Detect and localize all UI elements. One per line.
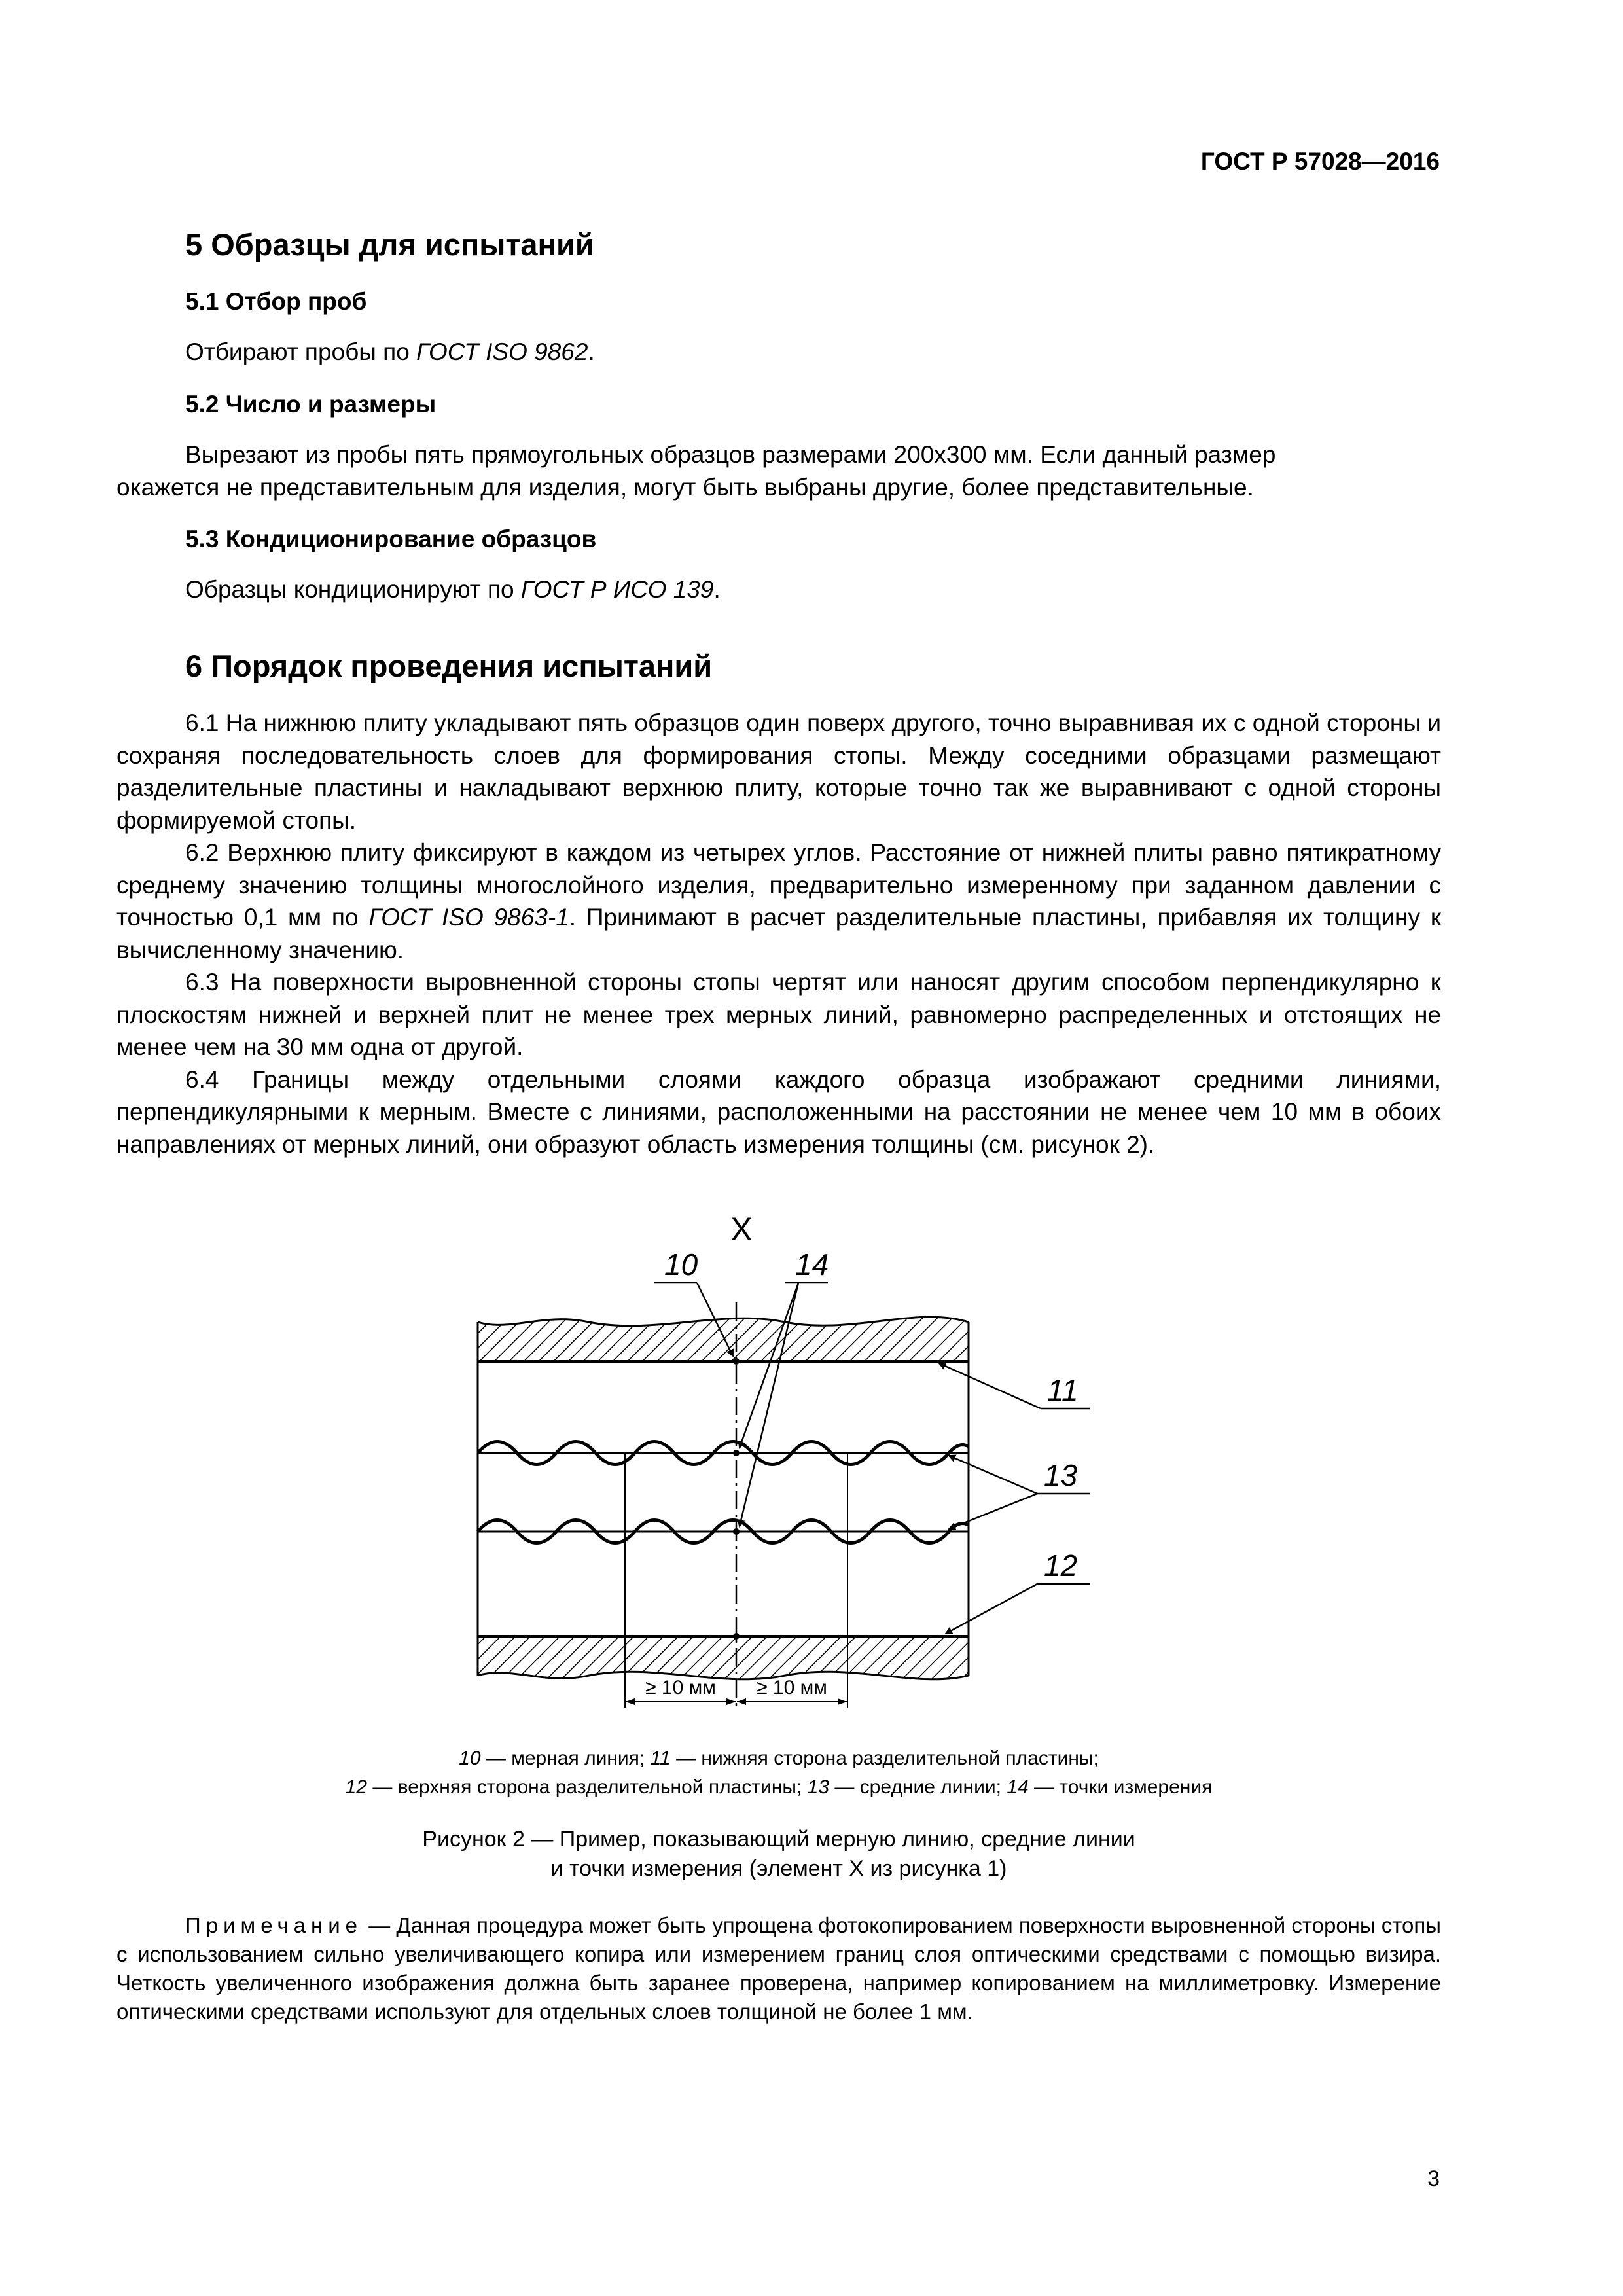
paragraph-6-1: 6.1 На нижнюю плиту укладывают пять образцов один поверх другого, точно выравнивая их с одной стороны и сохраняя последовательность слоев для формирования стопы. Между соседними образцами размещают разделительные пластины и накладывают верхнюю плиту, которые точно так же выравнивают с одной стороны формируемой стопы. bbox=[116, 709, 1441, 834]
figure-2-drawing bbox=[458, 1204, 1165, 1721]
legend-number: 13 bbox=[807, 1776, 830, 1798]
element-x-label: X bbox=[730, 1211, 753, 1247]
text-fragment: . bbox=[713, 576, 721, 603]
measurement-point bbox=[733, 1450, 740, 1456]
note-paragraph bbox=[116, 1911, 1441, 2026]
subsection-5-3-text bbox=[185, 573, 721, 605]
bottom-plate bbox=[478, 1636, 969, 1679]
callout-11: 11 bbox=[1047, 1373, 1079, 1407]
page-number: 3 bbox=[1427, 2166, 1440, 2191]
legend-text: — верхняя сторона разделительной пластины; bbox=[367, 1776, 808, 1798]
callout-13: 13 bbox=[1044, 1458, 1078, 1492]
standard-reference: ГОСТ ISO 9863-1 bbox=[368, 904, 569, 931]
figure-caption-line-2: и точки измерения (элемент X из рисунка 1) bbox=[550, 1856, 1007, 1881]
standard-code: ГОСТ Р 57028—2016 bbox=[1200, 148, 1440, 175]
measurement-point bbox=[733, 1528, 740, 1535]
paragraph-6-3: 6.3 На поверхности выровненной стороны стопы чертят или наносят другим способом перпендикулярно к плоскостям нижней и верхней плит не менее трех мерных линий, равномерно распределенных и отстоящих не менее чем на 30 мм одна от другой. bbox=[116, 969, 1441, 1060]
callout-14: 14 bbox=[795, 1247, 829, 1282]
top-plate bbox=[478, 1317, 969, 1361]
standard-reference: ГОСТ ISO 9862 bbox=[416, 338, 588, 365]
text-fragment: Образцы кондиционируют по bbox=[185, 576, 521, 603]
subsection-5-1-text bbox=[185, 336, 595, 368]
paragraph-6-4: 6.4 Границы между отдельными слоями каждого образца изображают средними линиями, перпендикулярными к мерным. Вместе с линиями, расположенными на расстоянии не менее чем 10 мм в обоих направлениях от мерных линий, они образуют область измерения толщины (см. рисунок 2). bbox=[116, 1066, 1441, 1158]
section-5-title: 5 Образцы для испытаний bbox=[185, 227, 594, 262]
leader-line bbox=[949, 1456, 1037, 1494]
legend-text: — нижняя сторона разделительной пластины; bbox=[670, 1748, 1099, 1769]
section-6-title: 6 Порядок проведения испытаний bbox=[185, 649, 713, 683]
text-fragment: . bbox=[588, 338, 595, 365]
subsection-5-1-title: 5.1 Отбор проб bbox=[185, 288, 367, 315]
legend-number: 14 bbox=[1007, 1776, 1029, 1798]
legend-number: 10 bbox=[459, 1748, 481, 1769]
subsection-5-2-line1: Вырезают из пробы пять прямоугольных образцов размерами 200х300 мм. Если данный размер bbox=[185, 441, 1276, 468]
note-label: Примечание bbox=[185, 1913, 363, 1937]
text-fragment: Отбирают пробы по bbox=[185, 338, 417, 365]
note-text: — Данная процедура может быть упрощена фотокопированием поверхности выровненной стороны стопы с использованием сильно увеличивающего копира или измерением границ слоя оптическими средствами с помощью визира. Четкость увеличенного изображения должна быть заранее проверена, например копированием на миллиметровку. Измерение оптическими средствами используют для отдельных слоев толщиной не более 1 мм. bbox=[116, 1913, 1441, 2024]
callout-10: 10 bbox=[664, 1247, 698, 1282]
subsection-5-3-title: 5.3 Кондиционирование образцов bbox=[185, 526, 597, 552]
figure-legend-line-1 bbox=[116, 1744, 1441, 1773]
leader-line bbox=[939, 1363, 1041, 1408]
legend-text: — средние линии; bbox=[829, 1776, 1007, 1798]
leader-line bbox=[946, 1584, 1037, 1634]
measurement-point bbox=[733, 1358, 740, 1365]
legend-text: — точки измерения bbox=[1028, 1776, 1213, 1798]
measurement-point bbox=[733, 1633, 740, 1640]
text-fragment: 6.2 Верхнюю плиту фиксируют в каждом из четырех углов. Расстояние от нижней плиты равно пятикратному среднему значению толщины многослойного изделия, предварительно измеренному при заданном давлении с точностью 0,1 мм по bbox=[116, 839, 1441, 931]
legend-text: — мерная линия; bbox=[480, 1748, 651, 1769]
figure-legend-line-2 bbox=[116, 1773, 1441, 1802]
leader-line bbox=[740, 1283, 798, 1448]
text-fragment: . Принимают в расчет разделительные пластины, прибавляя их толщину к вычисленному значению. bbox=[116, 904, 1442, 963]
section-6-body bbox=[116, 707, 1441, 1160]
legend-number: 11 bbox=[650, 1748, 671, 1769]
leader-line bbox=[949, 1494, 1037, 1529]
callout-12: 12 bbox=[1044, 1549, 1078, 1583]
subsection-5-2-line2: окажется не представительным для изделия, могут быть выбраны другие, более представительные. bbox=[116, 474, 1254, 501]
dimension-label-right: ≥ 10 мм bbox=[757, 1677, 827, 1698]
legend-number: 12 bbox=[345, 1776, 367, 1798]
figure-2 bbox=[458, 1204, 1165, 1721]
subsection-5-2-title: 5.2 Число и размеры bbox=[185, 391, 437, 418]
paragraph-6-2 bbox=[116, 836, 1441, 966]
dimension-label-left: ≥ 10 мм bbox=[645, 1677, 716, 1698]
figure-caption-line-1: Рисунок 2 — Пример, показывающий мерную линию, средние линии bbox=[422, 1827, 1135, 1852]
note bbox=[116, 1911, 1441, 2026]
standard-reference: ГОСТ Р ИСО 139 bbox=[520, 576, 714, 603]
